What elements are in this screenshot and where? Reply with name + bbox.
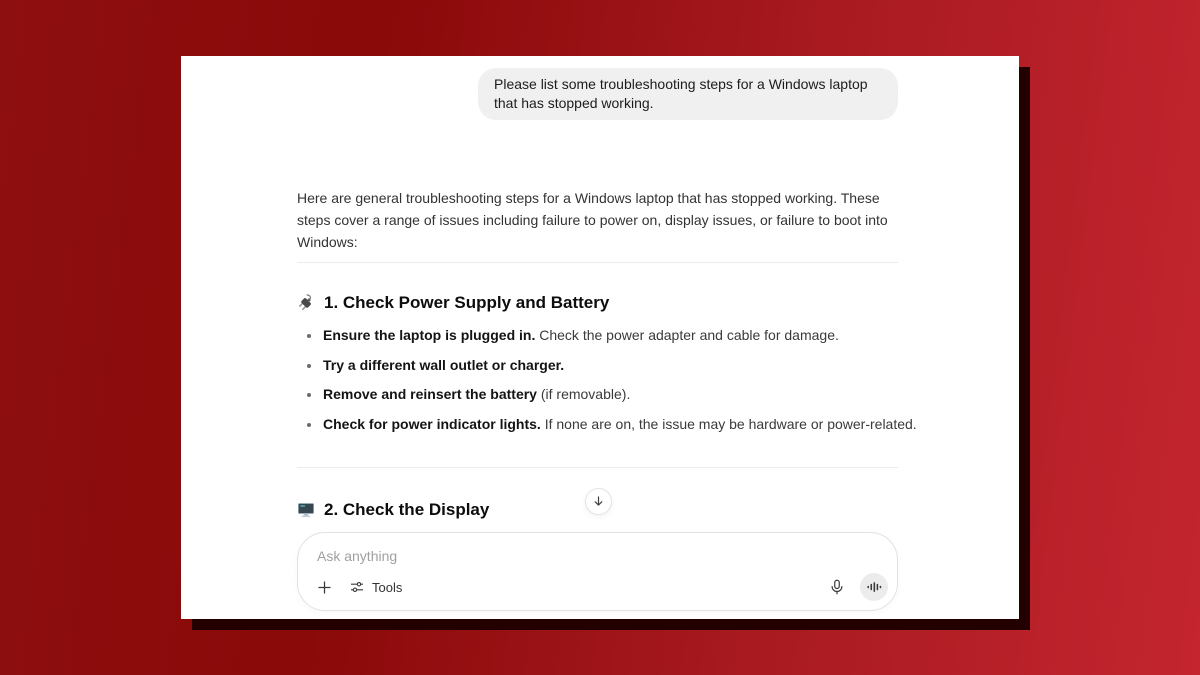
voice-waveform-icon [867,580,882,594]
list-item: Remove and reinsert the battery (if removable). [297,380,898,410]
section-title: 2. Check the Display [324,500,490,519]
list-item: Check for power indicator lights. If none are on, the issue may be hardware or power-related. [297,410,898,440]
section-divider [297,467,898,468]
user-message-bubble [478,68,898,120]
section-heading-display [297,500,489,520]
troubleshooting-list [297,321,917,439]
section-divider [297,262,898,263]
monitor-icon [297,501,315,519]
assistant-intro-text: Here are general troubleshooting steps for a Windows laptop that has stopped working. These steps cover a range of issues including failure to power on, display issues, or failure to boot into Windows: [297,190,888,250]
plus-icon [316,579,333,596]
scroll-to-bottom-button[interactable] [585,488,612,515]
plug-icon [297,294,315,312]
composer-toolbar [309,572,888,602]
list-item: Ensure the laptop is plugged in. Check the power adapter and cable for damage. [297,321,898,351]
tools-label: Tools [372,579,403,595]
user-message-text: Please list some troubleshooting steps for a Windows laptop that has stopped working. [494,76,868,111]
arrow-down-icon [591,494,606,509]
ask-input[interactable] [317,545,717,567]
sliders-icon [349,579,365,595]
message-composer [297,532,898,611]
chat-card [181,56,1019,619]
section-heading-power [297,293,609,313]
voice-mode-button[interactable] [860,573,888,601]
microphone-icon [828,578,846,596]
section-title: 1. Check Power Supply and Battery [324,293,610,312]
attach-button[interactable] [309,572,339,602]
tools-button[interactable] [343,572,408,602]
dictate-button[interactable] [822,572,852,602]
list-item: Try a different wall outlet or charger. [297,351,898,381]
